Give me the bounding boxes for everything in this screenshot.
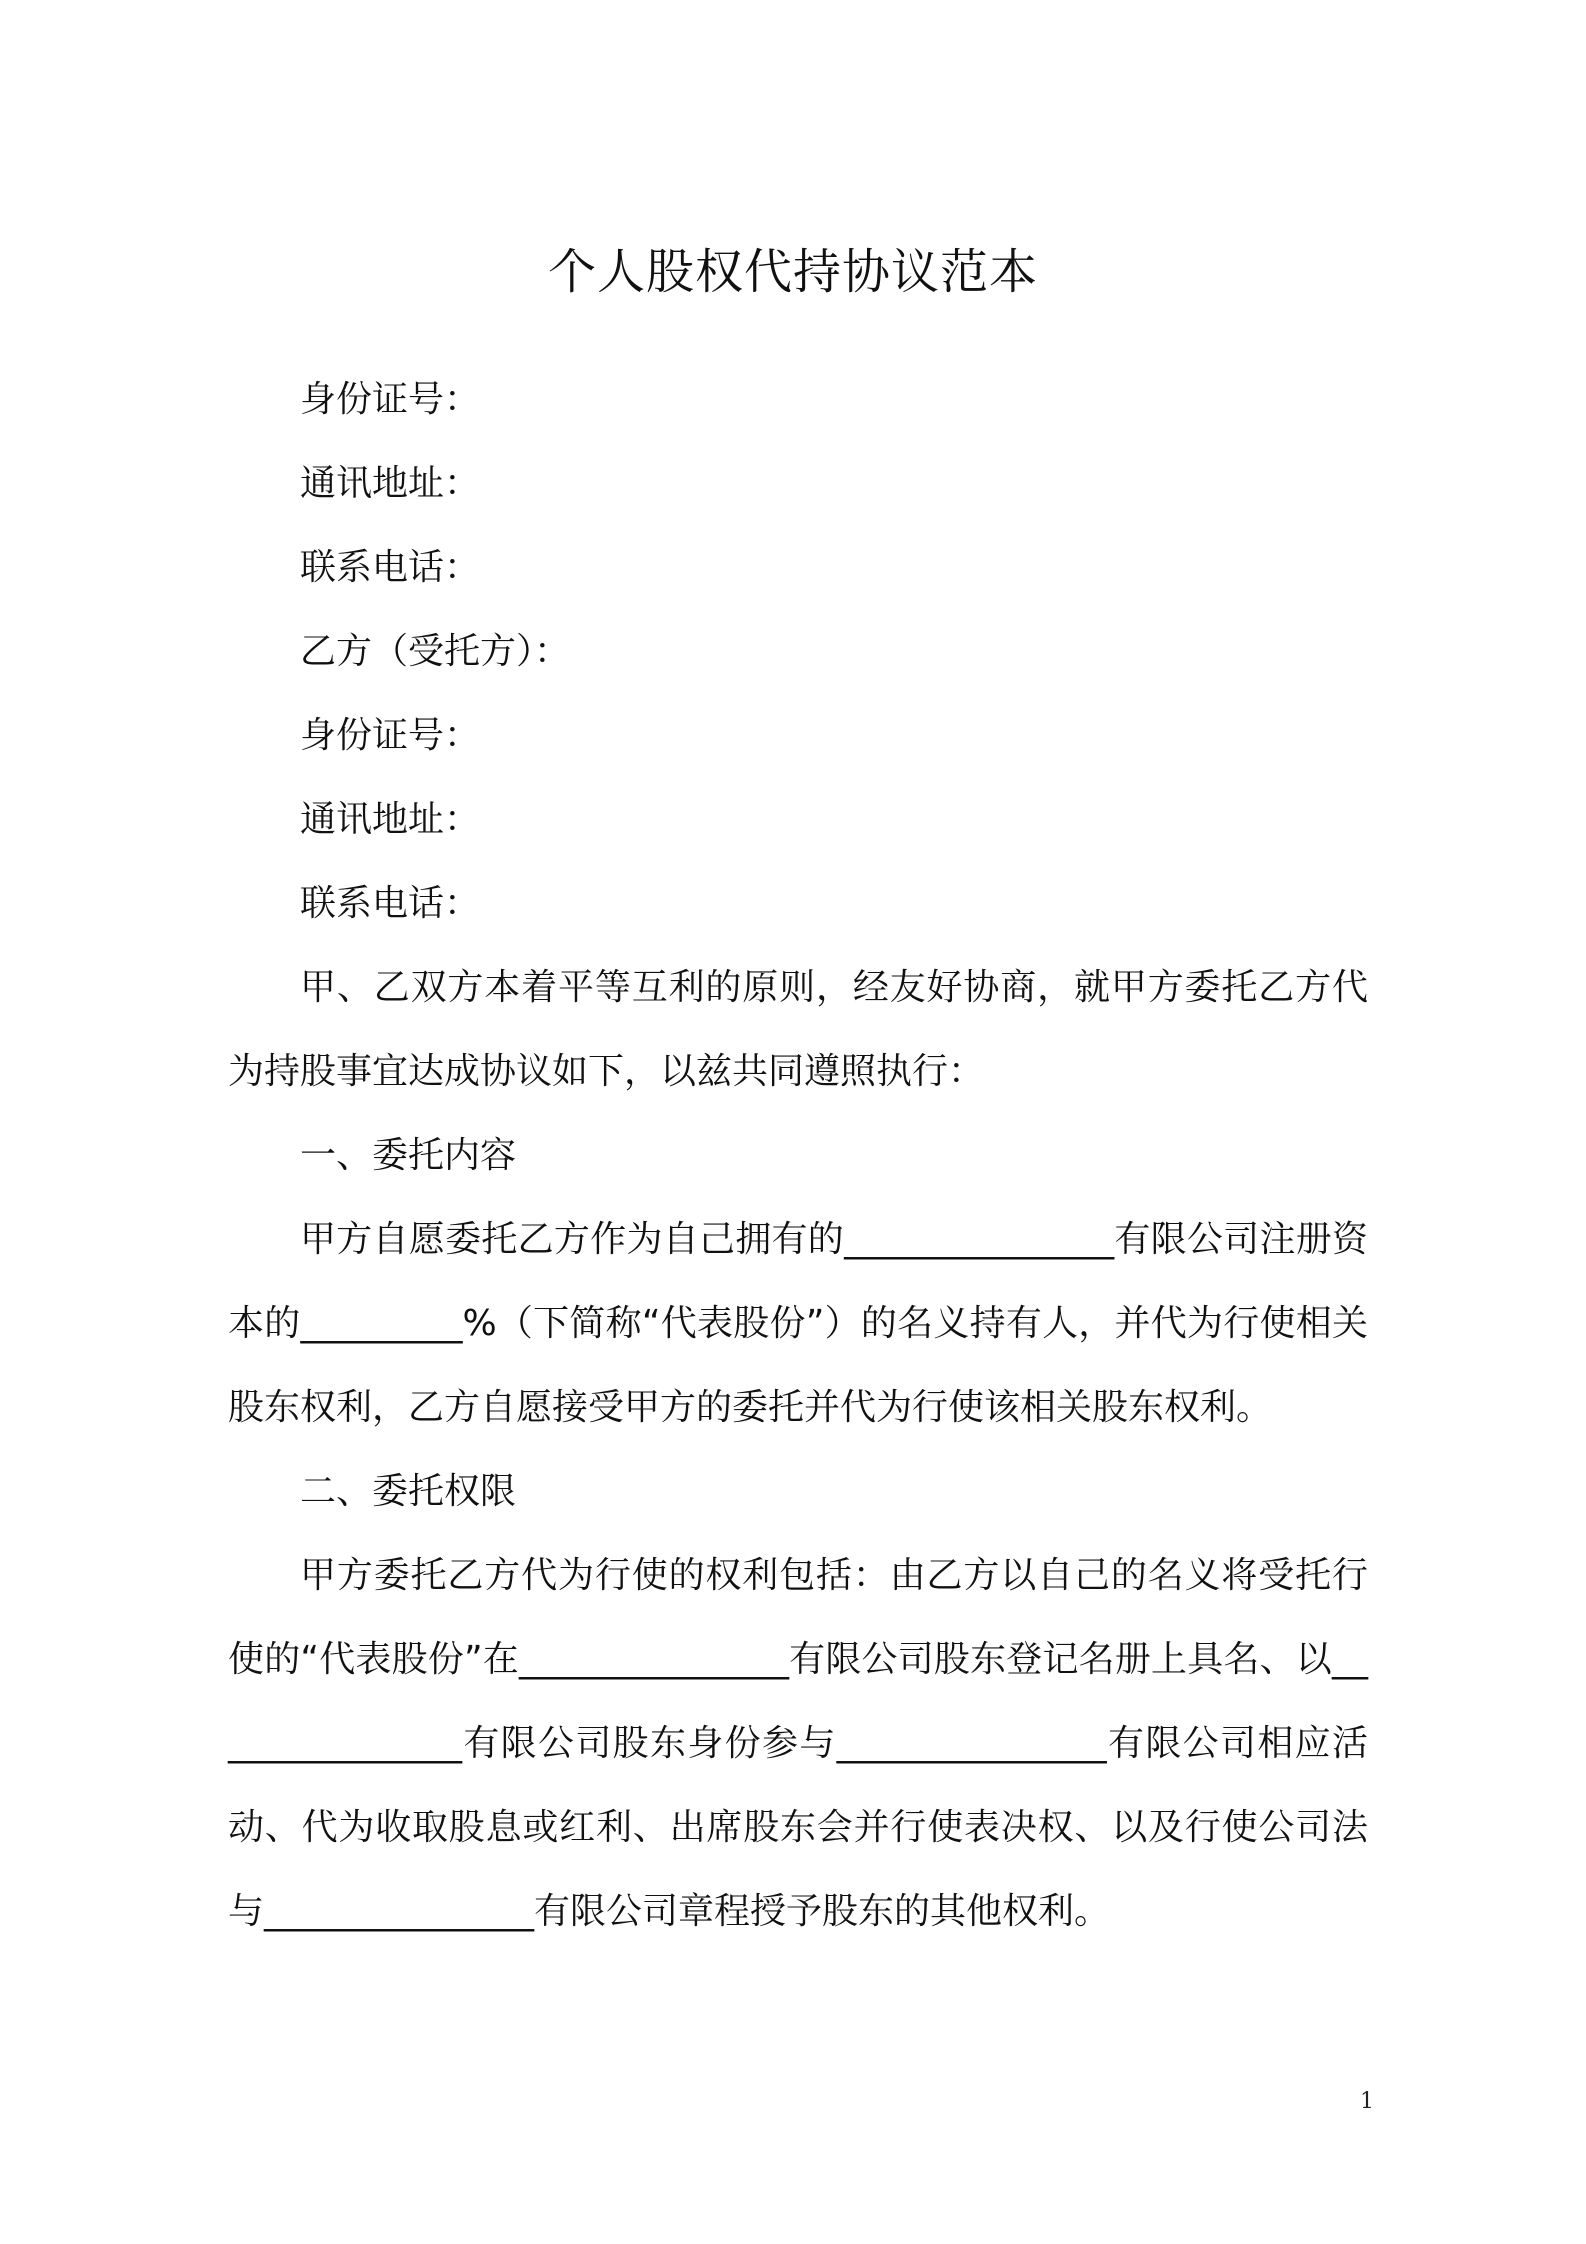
section-two-paragraph: 甲方委托乙方代为行使的权利包括：由乙方以自己的名义将受托行使的“代表股份”在_______________有限公司股东登记名册上具名、以_______________有限公司股东身份参与_______________有限公司相应活动、代为收取股息或红利、出席股东会并行使表决权、以及行使公司法与_______________有限公司章程授予股东的其他权利。: [228, 1555, 1368, 1932]
section-one-paragraph: 甲方自愿委托乙方作为自己拥有的_______________有限公司注册资本的_________%（下简称“代表股份”）的名义持有人，并代为行使相关股东权利，乙方自愿接受甲方的委托并代为行使该相关股东权利。: [228, 1219, 1368, 1428]
party-a-id-number-line: 身份证号：: [300, 379, 481, 420]
party-b-phone-line: 联系电话：: [300, 883, 481, 924]
party-b-id-number-line: 身份证号：: [300, 715, 481, 756]
document-body: [228, 358, 1368, 1954]
party-a-phone-line: 联系电话：: [300, 547, 481, 588]
section-one-heading: 一、委托内容: [300, 1135, 517, 1176]
agreement-intro-paragraph: 甲、乙双方本着平等互利的原则，经友好协商，就甲方委托乙方代为持股事宜达成协议如下，以兹共同遵照执行：: [228, 967, 1368, 1092]
party-a-address-line: 通讯地址：: [300, 463, 481, 504]
party-b-address-line: 通讯地址：: [300, 799, 481, 840]
document-title: 个人股权代持协议范本: [547, 244, 1038, 301]
section-two-heading: 二、委托权限: [300, 1471, 517, 1512]
party-b-heading: 乙方（受托方）：: [300, 631, 571, 672]
page-number: 1: [1360, 2089, 1374, 2114]
